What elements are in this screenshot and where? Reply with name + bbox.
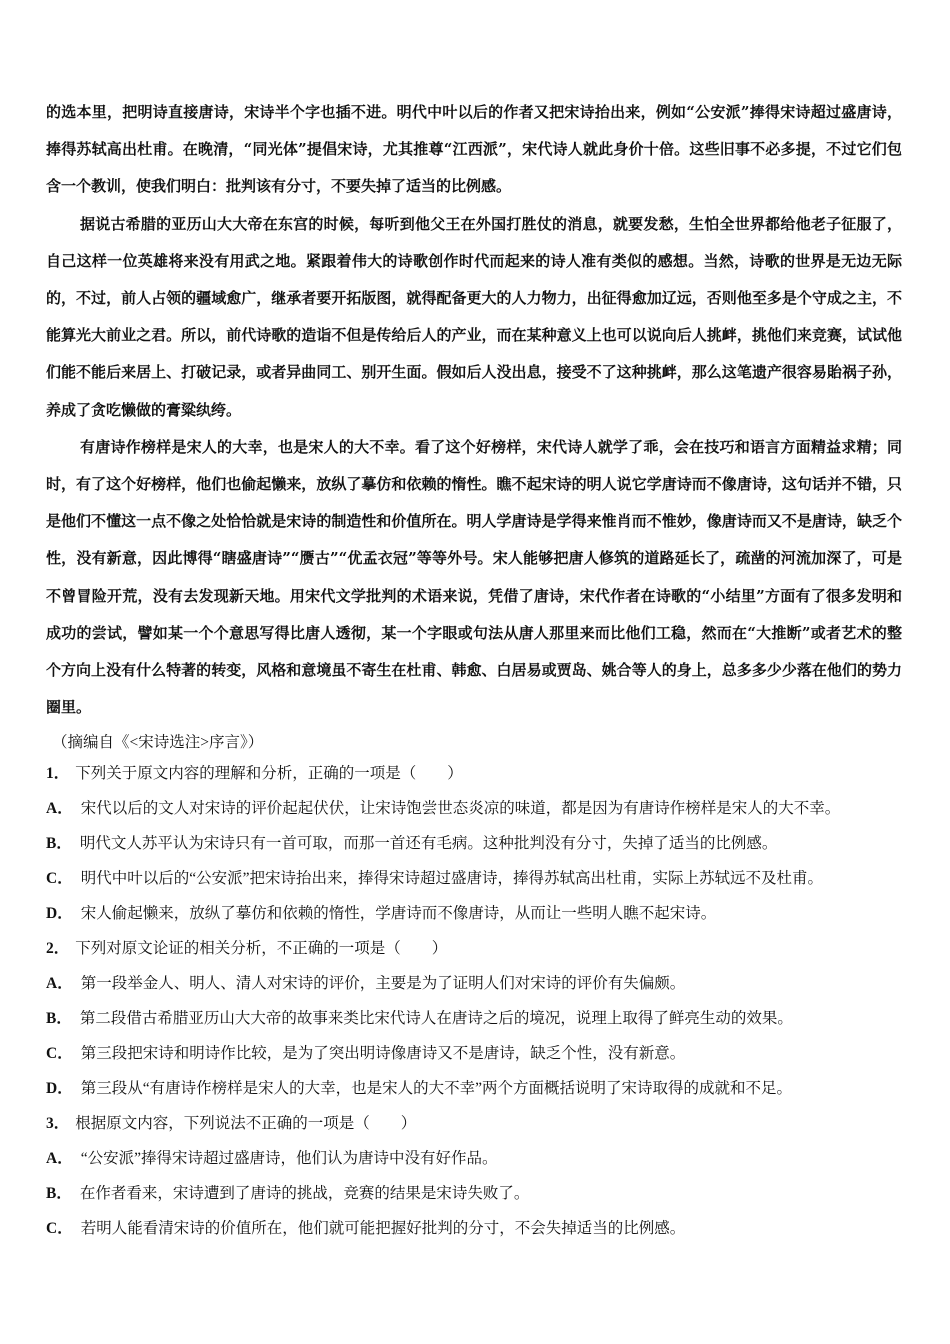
option-text: 若明人能看清宋诗的价值所在，他们就可能把握好批判的分寸，不会失掉适当的比例感。	[80, 1220, 686, 1237]
reading-passage	[46, 94, 902, 760]
question-text: 下列关于原文内容的理解和分析，正确的一项是（ ）	[75, 765, 463, 782]
option-text: 宋人偷起懒来，放纵了摹仿和依赖的惰性，学唐诗而不像唐诗，从而让一些明人瞧不起宋诗。	[80, 905, 717, 922]
question-2-option-c[interactable]	[46, 1036, 906, 1071]
option-letter: A．	[46, 1150, 73, 1167]
option-text: 在作者看来，宋诗遭到了唐诗的挑战，竞赛的结果是宋诗失败了。	[79, 1185, 530, 1202]
option-letter: C．	[46, 1045, 73, 1062]
option-text: 明代文人苏平认为宋诗只有一首可取，而那一首还有毛病。这种批判没有分寸，失掉了适当的比例感。	[79, 835, 778, 852]
option-letter: C．	[46, 870, 73, 887]
option-letter: A．	[46, 800, 73, 817]
option-text: 第二段借古希腊亚历山大大帝的故事来类比宋代诗人在唐诗之后的境况，说理上取得了鲜亮生动的效果。	[79, 1010, 793, 1027]
option-letter: B．	[46, 1010, 72, 1027]
question-2-option-d[interactable]	[46, 1071, 906, 1106]
option-letter: B．	[46, 835, 72, 852]
question-1-option-c[interactable]	[46, 861, 906, 896]
question-number: 3．	[46, 1115, 70, 1132]
option-text: 第一段举金人、明人、清人对宋诗的评价，主要是为了证明人们对宋诗的评价有失偏颇。	[80, 975, 686, 992]
question-2-stem	[46, 931, 906, 966]
passage-paragraph-3: 有唐诗作榜样是宋人的大幸，也是宋人的大不幸。看了这个好榜样，宋代诗人就学了乖，会在技巧和语言方面精益求精；同时，有了这个好榜样，他们也偷起懒来，放纵了摹仿和依赖的惰性。瞧不起宋诗的明人说它学唐诗而不像唐诗，这句话并不错，只是他们不懂这一点不像之处恰恰就是宋诗的制造性和价值所在。明人学唐诗是学得来惟肖而不惟妙，像唐诗而又不是唐诗，缺乏个性，没有新意，因此博得“瞎盛唐诗”“赝古”“优孟衣冠”等等外号。宋人能够把唐人修筑的道路延长了，疏凿的河流加深了，可是不曾冒险开荒，没有去发现新天地。用宋代文学批判的术语来说，凭借了唐诗，宋代作者在诗歌的“小结里”方面有了很多发明和成功的尝试，譬如某一个个意思写得比唐人透彻，某一个字眼或句法从唐人那里来而比他们工稳，然而在“大推断”或者艺术的整个方向上没有什么特著的转变，风格和意境虽不寄生在杜甫、韩愈、白居易或贾岛、姚合等人的身上，总多多少少落在他们的势力圈里。	[46, 437, 902, 717]
question-3-stem	[46, 1106, 906, 1141]
passage-source: （摘编自《<宋诗选注>序言》）	[52, 734, 264, 752]
question-3-option-a[interactable]	[46, 1141, 906, 1176]
question-2-option-b[interactable]	[46, 1001, 906, 1036]
option-text: 第三段把宋诗和明诗作比较，是为了突出明诗像唐诗又不是唐诗，缺乏个性，没有新意。	[80, 1045, 686, 1062]
question-2-option-a[interactable]	[46, 966, 906, 1001]
question-1-option-d[interactable]	[46, 896, 906, 931]
passage-paragraph-1: 的选本里，把明诗直接唐诗，宋诗半个字也插不进。明代中叶以后的作者又把宋诗抬出来，例如“公安派”捧得宋诗超过盛唐诗，捧得苏轼高出杜甫。在晚清，“同光体”提倡宋诗，尤其推尊“江西派”，宋代诗人就此身价十倍。这些旧事不必多提，不过它们包含一个教训，使我们明白：批判该有分寸，不要失掉了适当的比例感。	[46, 103, 902, 196]
option-letter: A．	[46, 975, 73, 992]
option-letter: B．	[46, 1185, 72, 1202]
option-letter: D．	[46, 1080, 73, 1097]
question-text: 下列对原文论证的相关分析，不正确的一项是（ ）	[75, 940, 448, 957]
option-text: “公安派”捧得宋诗超过盛唐诗，他们认为唐诗中没有好作品。	[80, 1150, 498, 1167]
passage-paragraph-2: 据说古希腊的亚历山大大帝在东宫的时候，每听到他父王在外国打胜仗的消息，就要发愁，生怕全世界都给他老子征服了，自己这样一位英雄将来没有用武之地。紧跟着伟大的诗歌创作时代而起来的诗人准有类似的感想。当然，诗歌的世界是无边无际的，不过，前人占领的疆域愈广，继承者要开拓版图，就得配备更大的人力物力，出征得愈加辽远，否则他至多是个守成之主，不能算光大前业之君。所以，前代诗歌的造诣不但是传给后人的产业，而在某种意义上也可以说向后人挑衅，挑他们来竞赛，试试他们能不能后来居上、打破记录，或者异曲同工、别开生面。假如后人没出息，接受不了这种挑衅，那么这笔遗产很容易貽祸子孙，养成了贪吃懒做的膏粱纨绔。	[46, 214, 902, 419]
question-text: 根据原文内容，下列说法不正确的一项是（ ）	[75, 1115, 417, 1132]
question-number: 1．	[46, 765, 70, 782]
question-list	[46, 756, 906, 1246]
question-1-option-b[interactable]	[46, 826, 906, 861]
option-text: 宋代以后的文人对宋诗的评价起起伏伏，让宋诗饱尝世态炎凉的味道，都是因为有唐诗作榜样是宋人的大不幸。	[80, 800, 841, 817]
question-3-option-b[interactable]	[46, 1176, 906, 1211]
option-text: 第三段从“有唐诗作榜样是宋人的大幸，也是宋人的大不幸”两个方面概括说明了宋诗取得的成就和不足。	[80, 1080, 792, 1097]
question-1-stem	[46, 756, 906, 791]
question-number: 2．	[46, 940, 70, 957]
question-1-option-a[interactable]	[46, 791, 906, 826]
option-letter: D．	[46, 905, 73, 922]
option-text: 明代中叶以后的“公安派”把宋诗抬出来，捧得宋诗超过盛唐诗，捧得苏轼高出杜甫，实际上苏轼远不及杜甫。	[80, 870, 823, 887]
option-letter: C．	[46, 1220, 73, 1237]
question-3-option-c[interactable]	[46, 1211, 906, 1246]
